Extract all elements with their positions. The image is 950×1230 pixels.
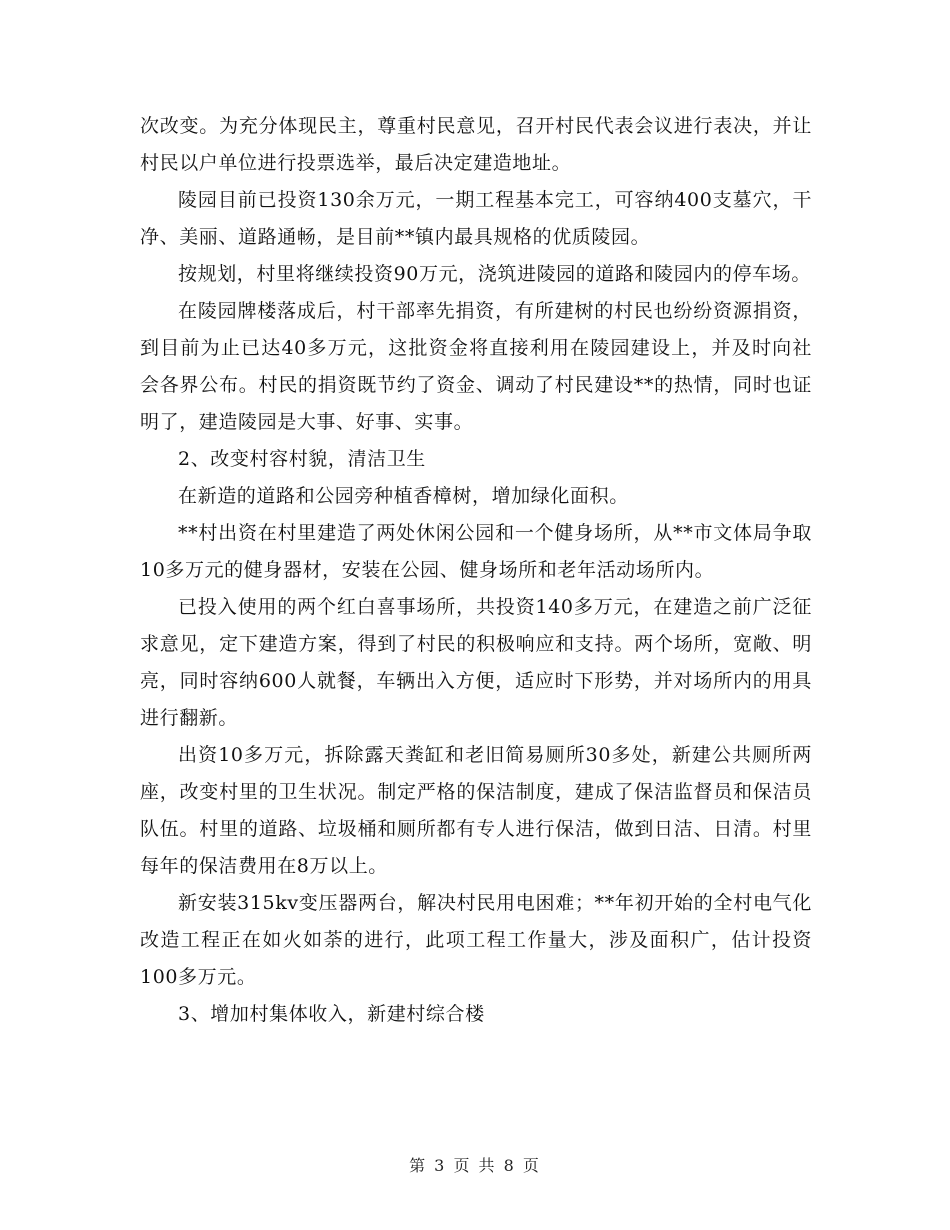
paragraph: 新安装315kv变压器两台，解决村民用电困难；**年初开始的全村电气化改造工程正在如火如荼的进行，此项工程工作量大，涉及面积广，估计投资100多万元。 [140, 892, 812, 988]
document-body [140, 108, 812, 1033]
paragraph: 按规划，村里将继续投资90万元，浇筑进陵园的道路和陵园内的停车场。 [178, 263, 811, 285]
section-heading: 2、改变村容村貌，清洁卫生 [178, 448, 426, 470]
paragraph: 陵园目前已投资130余万元，一期工程基本完工，可容纳400支墓穴，干净、美丽、道路通畅，是目前**镇内最具规格的优质陵园。 [140, 189, 812, 248]
paragraph: 次改变。为充分体现民主，尊重村民意见，召开村民代表会议进行表决，并让村民以户单位进行投票选举，最后决定建造地址。 [140, 115, 812, 174]
paragraph: 已投入使用的两个红白喜事场所，共投资140多万元，在建造之前广泛征求意见，定下建造方案，得到了村民的积极响应和支持。两个场所，宽敞、明亮，同时容纳600人就餐，车辆出入方便，适应时下形势，并对场所内的用具进行翻新。 [140, 596, 812, 729]
paragraph: 在新造的道路和公园旁种植香樟树，增加绿化面积。 [178, 485, 629, 507]
page-number-footer: 第 3 页 共 8 页 [409, 1156, 541, 1175]
paragraph: 在陵园牌楼落成后，村干部率先捐资，有所建树的村民也纷纷资源捐资，到目前为止已达40多万元，这批资金将直接利用在陵园建设上，并及时向社会各界公布。村民的捐资既节约了资金、调动了村民建设**的热情，同时也证明了，建造陵园是大事、好事、实事。 [140, 300, 812, 433]
section-heading: 3、增加村集体收入，新建村综合楼 [178, 1003, 485, 1025]
paragraph: 出资10多万元，拆除露天粪缸和老旧简易厕所30多处，新建公共厕所两座，改变村里的卫生状况。制定严格的保洁制度，建成了保洁监督员和保洁员队伍。村里的道路、垃圾桶和厕所都有专人进行保洁，做到日洁、日清。村里每年的保洁费用在8万以上。 [140, 744, 812, 877]
paragraph: **村出资在村里建造了两处休闲公园和一个健身场所，从**市文体局争取10多万元的健身器材，安装在公园、健身场所和老年活动场所内。 [140, 522, 812, 581]
